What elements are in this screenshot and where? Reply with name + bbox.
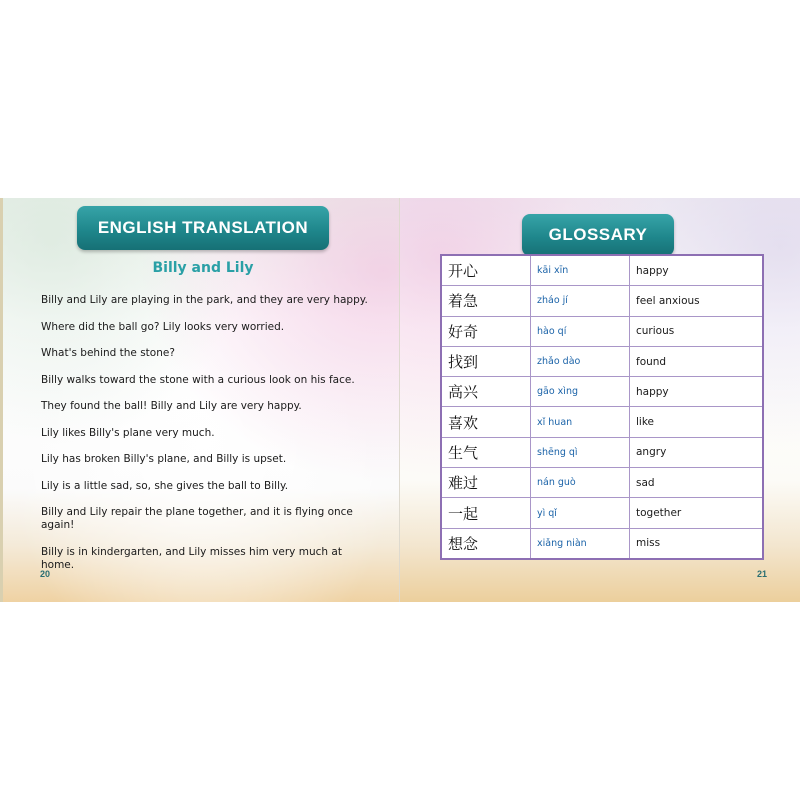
story-title: Billy and Lily [152,260,254,276]
translation-line: Lily has broken Billy's plane, and Billy is upset. [41,453,287,465]
glossary-pinyin: shēng qì [531,437,630,467]
glossary-pinyin: hào qí [531,316,630,346]
glossary-hanzi: 着急 [441,286,531,316]
english-translation-banner: ENGLISH TRANSLATION [77,206,329,250]
glossary-pinyin: nán guò [531,468,630,498]
glossary-pinyin: xiǎng niàn [531,528,630,559]
translation-line: Billy and Lily repair the plane together, and it is flying once again! [41,506,353,531]
glossary-hanzi: 想念 [441,528,531,559]
glossary-hanzi: 喜欢 [441,407,531,437]
glossary-row [441,468,763,498]
glossary-hanzi: 一起 [441,498,531,528]
glossary-english: sad [630,468,764,498]
glossary-english: found [630,346,764,376]
glossary-english: happy [630,377,764,407]
glossary-row [441,255,763,286]
glossary-pinyin: xǐ huan [531,407,630,437]
glossary-pinyin: gāo xìng [531,377,630,407]
translation-line: Lily is a little sad, so, she gives the ball to Billy. [41,479,289,492]
book-spread [0,198,800,602]
translation-line: Billy and Lily are playing in the park, and they are very happy. [41,294,368,306]
translation-lines [41,294,371,585]
glossary-row [441,437,763,467]
right-page [400,198,800,602]
glossary-english: curious [630,316,764,346]
glossary-english: like [630,407,764,437]
glossary-row [441,407,763,437]
glossary-row [441,498,763,528]
glossary-hanzi: 难过 [441,468,531,498]
glossary-row [441,286,763,316]
translation-line: Lily likes Billy's plane very much. [41,426,215,439]
glossary-english: miss [630,528,764,559]
translation-line: Billy walks toward the stone with a curious look on his face. [41,373,355,386]
glossary-pinyin: zhǎo dào [531,346,630,376]
translation-line: What's behind the stone? [41,347,175,359]
glossary-row [441,346,763,376]
glossary-pinyin: kāi xīn [531,255,630,286]
glossary-english: happy [630,255,764,286]
translation-line: Where did the ball go? Lily looks very worried. [41,320,285,333]
left-page [0,198,403,602]
glossary-english: together [630,498,764,528]
glossary-hanzi: 开心 [441,255,531,286]
glossary-pinyin: zháo jí [531,286,630,316]
glossary-hanzi: 高兴 [441,377,531,407]
glossary-english: angry [630,437,764,467]
glossary-table [440,254,764,560]
glossary-hanzi: 找到 [441,346,531,376]
glossary-hanzi: 好奇 [441,316,531,346]
glossary-row [441,528,763,559]
page-number-left: 20 [40,569,51,579]
glossary-banner: GLOSSARY [522,214,674,256]
translation-line: They found the ball! Billy and Lily are very happy. [41,400,302,412]
glossary-english: feel anxious [630,286,764,316]
glossary-pinyin: yì qǐ [531,498,630,528]
glossary-row [441,316,763,346]
glossary-hanzi: 生气 [441,437,531,467]
page-number-right: 21 [757,569,768,579]
glossary-row [441,377,763,407]
translation-line: Billy is in kindergarten, and Lily misses him very much at home. [41,545,342,571]
